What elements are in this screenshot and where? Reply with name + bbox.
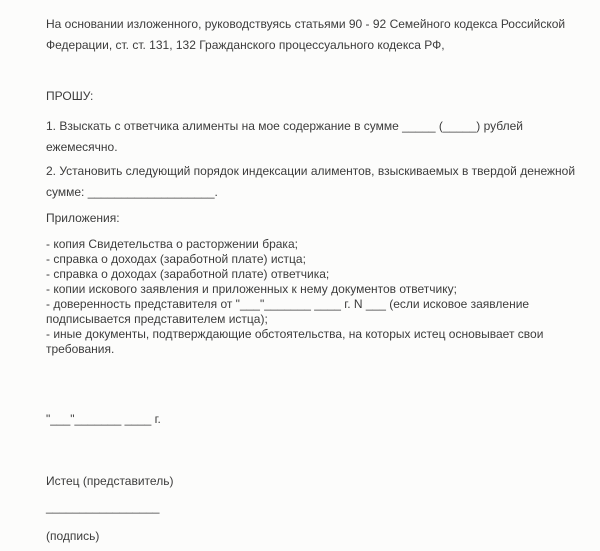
request-item-1-line-2: ежемесячно. bbox=[46, 140, 118, 154]
request-item-1 bbox=[46, 116, 523, 158]
attachment-item: - иные документы, подтверждающие обстоятельства, на которых истец основывает свои bbox=[46, 327, 544, 341]
date-blank-line: "___"_______ ____ г. bbox=[46, 412, 161, 426]
request-item-1-line-1: 1. Взыскать с ответчика алименты на мое содержание в сумме _____ (_____) рублей bbox=[46, 119, 523, 133]
request-item-2-line-2: сумме: ___________________. bbox=[46, 185, 218, 199]
signature-caption: (подпись) bbox=[46, 529, 100, 543]
attachments-heading: Приложения: bbox=[46, 211, 120, 225]
intro-line-1: На основании изложенного, руководствуясь статьями 90 - 92 Семейного кодекса Российской bbox=[46, 17, 566, 31]
request-item-2-line-1: 2. Установить следующий порядок индексации алиментов, взыскиваемых в твердой денежной bbox=[46, 164, 576, 178]
attachment-item: - доверенность представителя от "___"_______ ____ г. N ___ (если исковое заявление bbox=[46, 297, 530, 311]
intro-paragraph bbox=[46, 14, 565, 56]
attachment-item: - копия Свидетельства о расторжении брака; bbox=[46, 237, 298, 251]
attachment-item: - справка о доходах (заработной плате) ответчика; bbox=[46, 267, 330, 281]
signature-line: _________________ bbox=[46, 500, 160, 514]
attachments-list bbox=[46, 237, 543, 357]
attachment-item: - справка о доходах (заработной плате) истца; bbox=[46, 252, 306, 266]
attachment-item: - копии искового заявления и приложенных к нему документов ответчику; bbox=[46, 282, 457, 296]
intro-line-2: Федерации, ст. ст. 131, 132 Гражданского процессуального кодекса РФ, bbox=[46, 38, 445, 52]
attachment-item-continuation: подписывается представителем истца); bbox=[46, 312, 268, 326]
request-item-2 bbox=[46, 161, 575, 203]
attachment-item-continuation: требования. bbox=[46, 342, 115, 356]
signer-label: Истец (представитель) bbox=[46, 474, 174, 488]
request-heading: ПРОШУ: bbox=[46, 89, 94, 103]
